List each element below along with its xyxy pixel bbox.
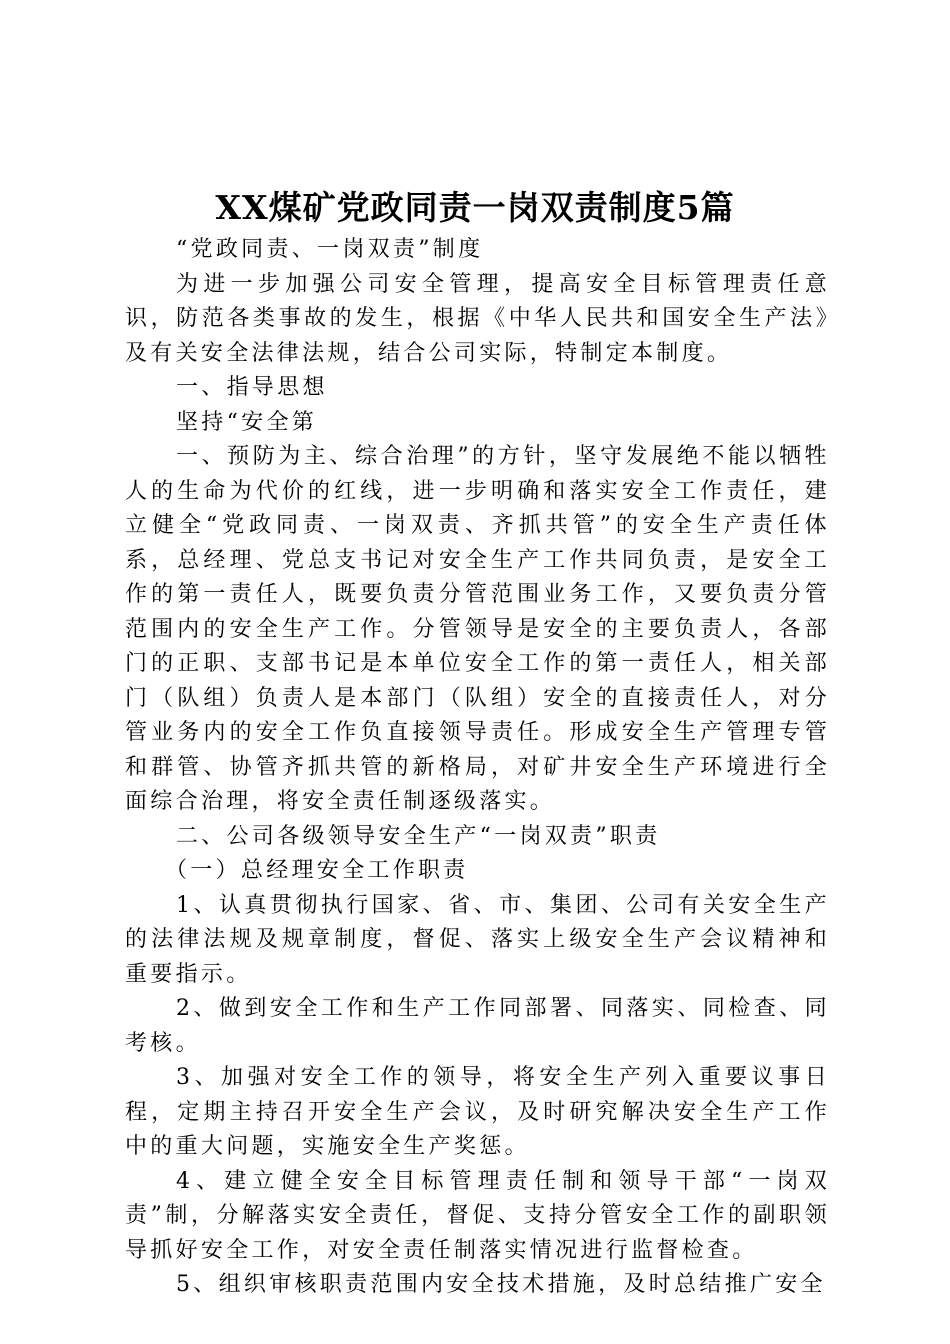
section-heading-guiding-thought: 一、指导思想	[176, 375, 328, 400]
paragraph-intro: 为进一步加强公司安全管理，提高安全目标管理责任意识，防范各类事故的发生，根据《中华人民共和国安全生产法》及有关安全法律法规，结合公司实际，特制定本制度。	[125, 271, 830, 366]
document-title: XX煤矿党政同责一岗双责制度5篇	[215, 188, 735, 227]
list-item: 3、加强对安全工作的领导，将安全生产列入重要议事日程，定期主持召开安全生产会议，及时研究解决安全生产工作中的重大问题，实施安全生产奖惩。	[125, 1065, 830, 1159]
list-item: 5、组织审核职责范围内安全技术措施，及时总结推广安全	[176, 1272, 826, 1297]
list-item: 1、认真贯彻执行国家、省、市、集团、公司有关安全生产的法律法规及规章制度，督促、落实上级安全生产会议精神和重要指示。	[125, 892, 830, 987]
document-body	[125, 233, 830, 1303]
subsection-heading-general-manager: （一）总经理安全工作职责	[165, 858, 469, 883]
list-item: 2、做到安全工作和生产工作同部署、同落实、同检查、同考核。	[125, 996, 830, 1056]
paragraph-heading-system: “党政同责、一岗双责”制度	[176, 237, 484, 262]
paragraph-policy: 一、预防为主、综合治理”的方针，坚守发展绝不能以牺牲人的生命为代价的红线，进一步明确和落实安全工作责任，建立健全“党政同责、一岗双责、齐抓共管”的安全生产责任体系，总经理、党总支书记对安全生产工作共同负责，是安全工作的第一责任人，既要负责分管范围业务工作，又要负责分管范围内的安全生产工作。分管领导是安全的主要负责人，各部门的正职、支部书记是本单位安全工作的第一责任人，相关部门（队组）负责人是本部门（队组）安全的直接责任人，对分管业务内的安全工作负直接领导责任。形成安全生产管理专管和群管、协管齐抓共管的新格局，对矿井安全生产环境进行全面综合治理，将安全责任制逐级落实。	[125, 444, 830, 814]
section-heading-duties: 二、公司各级领导安全生产“一岗双责”职责	[176, 823, 661, 849]
paragraph-persist: 坚持“安全第	[176, 409, 318, 435]
list-item: 4、建立健全安全目标管理责任制和领导干部“一岗双责”制，分解落实安全责任，督促、支持分管安全工作的副职领导抓好安全工作，对安全责任制落实情况进行监督检查。	[125, 1168, 830, 1263]
